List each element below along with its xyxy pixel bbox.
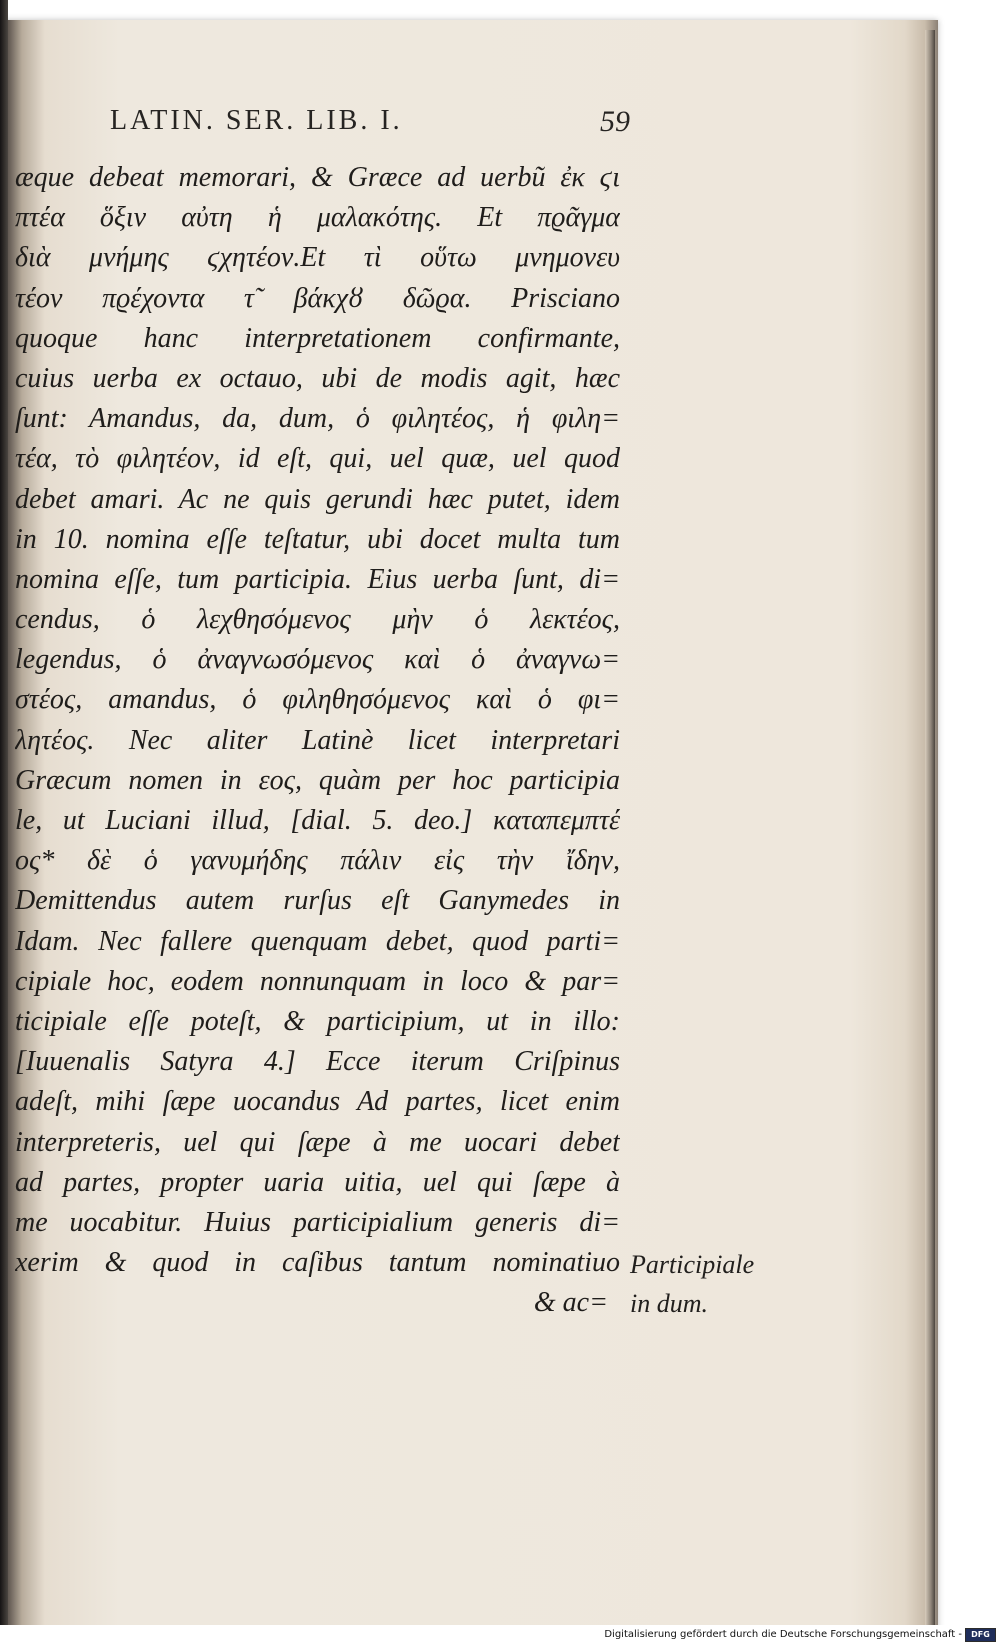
text-line: nomina eſſe, tum participia. Eius uerba ſunt, di=: [15, 563, 620, 595]
text-line: me uocabitur. Huius participialium generis di=: [15, 1206, 620, 1238]
catchword-line: & ac=: [533, 1287, 608, 1319]
text-line: ſunt: Amandus, da, dum, ὁ φιλητέος, ἡ φιλη=: [15, 403, 620, 435]
running-head: LATIN. SER. LIB. I.: [110, 105, 403, 136]
text-line: στέος, amandus, ὁ φιληθησόμενος καὶ ὁ φι=: [15, 684, 620, 716]
page-header: [110, 105, 630, 149]
text-line: legendus, ὁ ἀναγνωσόμενος καὶ ὁ ἀναγνω=: [15, 644, 620, 676]
text-line: interpreteris, uel qui ſæpe à me uocari debet: [15, 1126, 620, 1158]
text-line: Græcum nomen in εος, quàm per hoc participia: [15, 764, 620, 796]
marginal-note-line: Participiale: [630, 1250, 755, 1279]
text-line: in 10. nomina eſſe teſtatur, ubi docet multa tum: [15, 523, 620, 555]
page-gutter: [0, 0, 8, 1630]
text-line: διὰ μνήμης ϛχητέον.Et τὶ οὕτω μνημονευ: [15, 242, 620, 274]
text-line: cendus, ὁ λεχθησόμενος μὴν ὁ λεκτέος,: [15, 604, 620, 636]
text-line: xerim & quod in caſibus tantum nominatiuo: [15, 1247, 620, 1279]
footer-credit: Digitalisierung gefördert durch die Deutsche Forschungsgemeinschaft -: [604, 1629, 962, 1640]
text-line: πτέα ὅξιν αὐτη ἡ μαλακότης. Et πϱᾶγμα: [15, 202, 620, 234]
text-line: [Iuuenalis Satyra 4.] Ecce iterum Criſpinus: [15, 1046, 620, 1078]
text-line: quoque hanc interpretationem confirmante,: [15, 322, 620, 354]
text-line: λητέος. Nec aliter Latinè licet interpretari: [15, 724, 620, 756]
main-text-block: [15, 158, 620, 1323]
text-line: ticipiale eſſe poteſt, & participium, ut in illo:: [15, 1005, 620, 1037]
text-line: adeſt, mihi ſæpe uocandus Ad partes, licet enim: [15, 1086, 620, 1118]
marginal-note-line: in dum.: [630, 1289, 708, 1318]
dfg-logo: DFG: [965, 1628, 996, 1642]
text-line: Demittendus autem rurſus eſt Ganymedes in: [15, 885, 620, 917]
text-line: τέα, τὸ φιλητέον, id eſt, qui, uel quæ, uel quod: [15, 443, 620, 475]
digitization-footer: [0, 1625, 1000, 1645]
marginal-note: [630, 1245, 790, 1323]
text-line: debet amari. Ac ne quis gerundi hæc putet, idem: [15, 483, 620, 515]
text-line: cuius uerba ex octauo, ubi de modis agit, hæc: [15, 362, 620, 394]
text-line: ad partes, propter uaria uitia, uel qui ſæpe à: [15, 1166, 620, 1198]
page-edge: [925, 30, 935, 1625]
text-line: cipiale hoc, eodem nonnunquam in loco & par=: [15, 965, 620, 997]
text-line: ος* δὲ ὁ γανυμήδης πάλιν εἰς τὴν ἴδην,: [15, 845, 620, 877]
text-line: le, ut Luciani illud, [dial. 5. deo.] καταπεμπτέ: [15, 805, 620, 836]
text-line: τέον πϱέχοντα τ̃ βάκχȣ δῶϱα. Prisciano: [15, 282, 620, 314]
text-line: Idam. Nec fallere quenquam debet, quod parti=: [15, 925, 620, 957]
page-number: 59: [600, 105, 630, 138]
text-line: æque debeat memorari, & Græce ad uerbũ ἐκ ϛι: [15, 162, 620, 193]
